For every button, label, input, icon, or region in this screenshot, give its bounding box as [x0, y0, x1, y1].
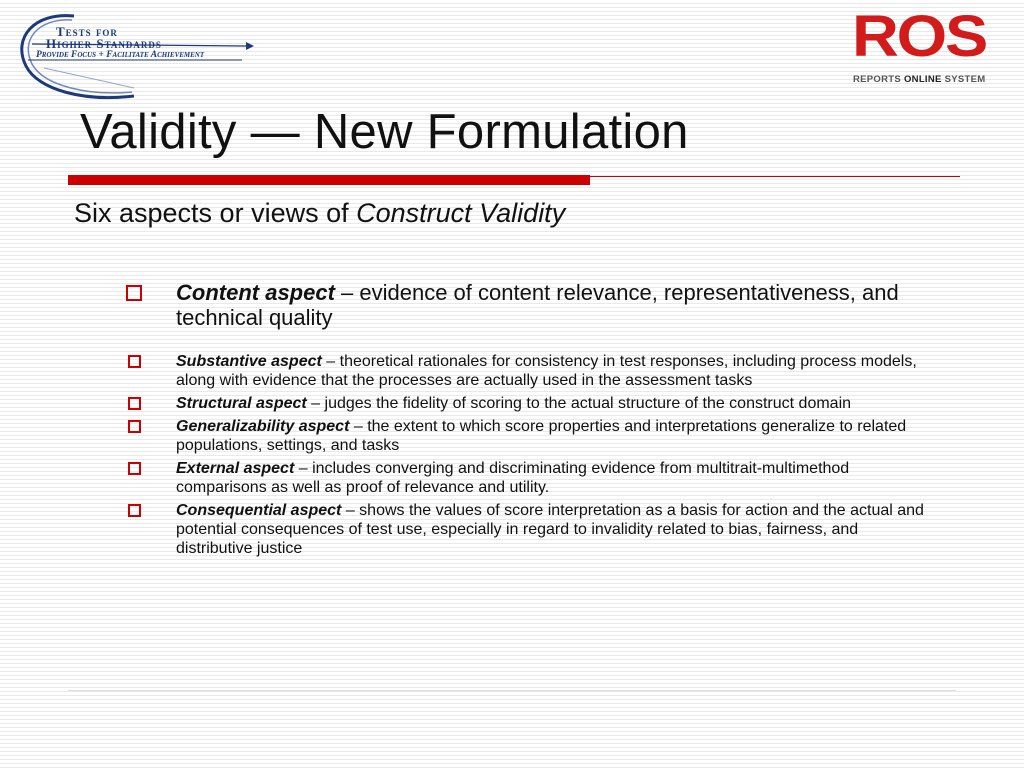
square-bullet-icon [128, 420, 141, 433]
subtitle-prefix: Six aspects or views of [74, 198, 357, 228]
ros-sub-suffix: SYSTEM [941, 74, 986, 85]
aspect-description: – theoretical rationales for consistency in test responses, including process models, along with evidence that the processes are actually used in the assessment tasks [176, 353, 917, 389]
slide-title: Validity — New Formulation [80, 105, 689, 159]
title-underline-bar [68, 175, 590, 185]
aspect-term: Generalizability aspect [176, 418, 350, 435]
list-item [126, 501, 926, 558]
list-item [126, 417, 926, 455]
aspect-term: Consequential aspect [176, 502, 342, 519]
list-item [126, 352, 926, 390]
ros-logo [850, 4, 1010, 90]
square-bullet-icon [128, 355, 141, 368]
square-bullet-icon [128, 397, 141, 410]
aspect-term: Content aspect [176, 280, 335, 305]
aspect-term: External aspect [176, 460, 295, 477]
aspect-description: – the extent to which score properties and interpretations generalize to related populations, settings, and tasks [176, 418, 907, 454]
aspect-description: – judges the fidelity of scoring to the actual structure of the construct domain [306, 395, 852, 412]
aspect-term: Substantive aspect [176, 353, 322, 370]
subtitle-emphasis: Construct Validity [356, 198, 566, 228]
ros-subtitle [853, 74, 985, 85]
list-item [126, 459, 926, 497]
ros-mark: ROS [852, 4, 987, 69]
aspect-description: – shows the values of score interpretation as a basis for action and the actual and potential consequences of test use, especially in regard to invalidity related to bias, fairness, and distributive justice [176, 502, 924, 557]
logo-line-1: Tests for [56, 24, 118, 39]
list-item [126, 394, 926, 413]
aspect-description: – evidence of content relevance, representativeness, and technical quality [176, 280, 899, 330]
logo-tagline: Provide Focus + Facilitate Achievement [36, 50, 205, 60]
ros-sub-highlight: ONLINE [903, 74, 942, 85]
aspect-description: – includes converging and discriminating evidence from multitrait-multimethod comparisons as well as proof of relevance and utility. [176, 460, 850, 496]
footer-divider [68, 690, 956, 691]
aspect-term: Structural aspect [176, 395, 307, 412]
title-underline-line [590, 176, 960, 177]
tests-for-higher-standards-logo [14, 10, 254, 102]
square-bullet-icon [126, 285, 142, 301]
list-item [126, 280, 926, 330]
logo-line-2: Higher Standards [46, 36, 162, 51]
ros-sub-prefix: REPORTS [853, 74, 904, 85]
slide-subtitle [74, 198, 565, 229]
square-bullet-icon [128, 462, 141, 475]
square-bullet-icon [128, 504, 141, 517]
aspect-list [126, 280, 926, 562]
